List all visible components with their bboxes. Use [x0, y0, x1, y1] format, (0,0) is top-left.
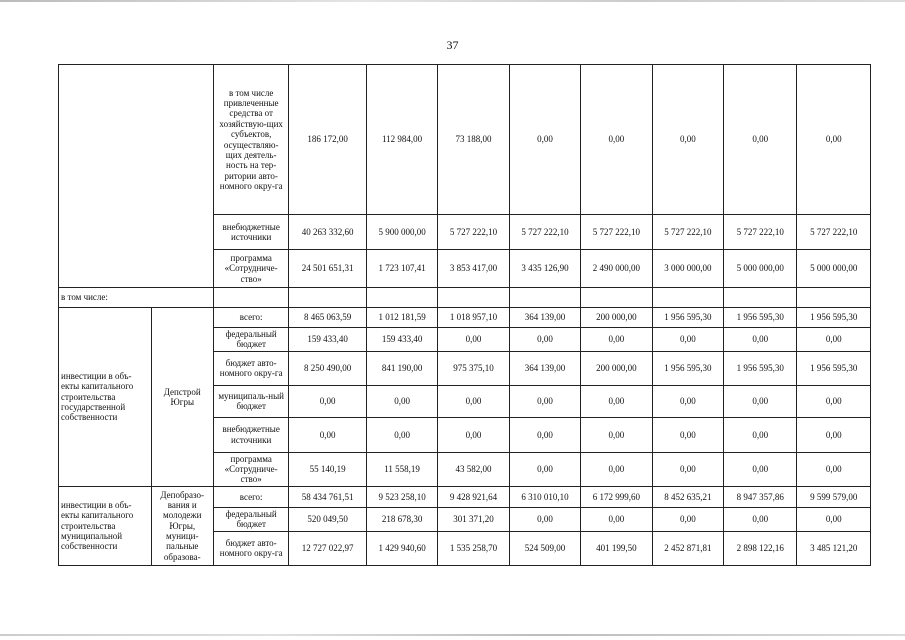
value-cell: 0,00	[581, 328, 652, 352]
value-cell: 9 599 579,00	[797, 486, 871, 507]
value-cell: 55 140,19	[289, 452, 366, 486]
value-cell: 0,00	[724, 328, 797, 352]
value-cell: 1 723 107,41	[366, 250, 437, 288]
value-cell: 0,00	[438, 417, 509, 452]
value-cell: 0,00	[724, 385, 797, 417]
value-cell: 0,00	[366, 417, 437, 452]
empty-cell	[366, 288, 437, 308]
value-cell: 0,00	[724, 507, 797, 531]
value-cell: 6 172 999,60	[581, 486, 652, 507]
page-number: 37	[446, 38, 459, 52]
value-cell: 73 188,00	[438, 65, 509, 215]
budget-table	[58, 64, 871, 566]
value-cell: 841 190,00	[366, 351, 437, 385]
value-cell: 200 000,00	[581, 351, 652, 385]
value-cell: 3 853 417,00	[438, 250, 509, 288]
value-cell: 0,00	[509, 507, 580, 531]
value-cell: 186 172,00	[289, 65, 366, 215]
value-cell: 0,00	[289, 385, 366, 417]
table-row	[59, 288, 871, 308]
row-label: всего:	[213, 308, 288, 328]
scan-edge-bottom	[0, 634, 905, 636]
value-cell: 0,00	[509, 385, 580, 417]
value-cell: 3 000 000,00	[652, 250, 723, 288]
row-label: бюджет авто-номного окру-га	[213, 531, 288, 565]
row-label: бюджет авто-номного окру-га	[213, 351, 288, 385]
value-cell: 301 371,20	[438, 507, 509, 531]
value-cell: 1 535 258,70	[438, 531, 509, 565]
empty-cell	[652, 288, 723, 308]
value-cell: 1 956 595,30	[797, 351, 871, 385]
value-cell: 1 956 595,30	[797, 308, 871, 328]
value-cell: 0,00	[509, 452, 580, 486]
executor-cell: Депстрой Югры	[151, 308, 213, 487]
value-cell: 0,00	[797, 452, 871, 486]
value-cell: 11 558,19	[366, 452, 437, 486]
value-cell: 8 465 063,59	[289, 308, 366, 328]
section-label: в том числе:	[59, 288, 214, 308]
value-cell: 0,00	[724, 417, 797, 452]
value-cell: 1 018 957,10	[438, 308, 509, 328]
row-label: федеральный бюджет	[213, 507, 288, 531]
value-cell: 8 947 357,86	[724, 486, 797, 507]
value-cell: 6 310 010,10	[509, 486, 580, 507]
empty-cell	[289, 288, 366, 308]
row-label: муниципаль-ный бюджет	[213, 385, 288, 417]
value-cell: 2 898 122,16	[724, 531, 797, 565]
group-title: инвестиции в объ-екты капитального строительства государственной собственности	[59, 308, 152, 487]
empty-cell	[438, 288, 509, 308]
empty-merged-cell	[59, 65, 214, 288]
value-cell: 0,00	[724, 452, 797, 486]
row-label: всего:	[213, 486, 288, 507]
value-cell: 5 000 000,00	[797, 250, 871, 288]
value-cell: 975 375,10	[438, 351, 509, 385]
value-cell: 524 509,00	[509, 531, 580, 565]
row-label: федеральный бюджет	[213, 328, 288, 352]
value-cell: 0,00	[438, 328, 509, 352]
value-cell: 5 727 222,10	[652, 215, 723, 250]
value-cell: 12 727 022,97	[289, 531, 366, 565]
value-cell: 5 727 222,10	[724, 215, 797, 250]
value-cell: 0,00	[509, 65, 580, 215]
group-title: инвестиции в объ-екты капитального строительства муниципальной собственности	[59, 486, 152, 565]
value-cell: 1 956 595,30	[724, 351, 797, 385]
empty-cell	[797, 288, 871, 308]
value-cell: 1 956 595,30	[724, 308, 797, 328]
value-cell: 5 000 000,00	[724, 250, 797, 288]
value-cell: 9 428 921,64	[438, 486, 509, 507]
value-cell: 24 501 651,31	[289, 250, 366, 288]
value-cell: 112 984,00	[366, 65, 437, 215]
value-cell: 364 139,00	[509, 308, 580, 328]
value-cell: 0,00	[581, 385, 652, 417]
value-cell: 5 727 222,10	[797, 215, 871, 250]
empty-cell	[724, 288, 797, 308]
value-cell: 0,00	[289, 417, 366, 452]
value-cell: 0,00	[652, 65, 723, 215]
empty-cell	[509, 288, 580, 308]
value-cell: 8 452 635,21	[652, 486, 723, 507]
value-cell: 1 956 595,30	[652, 351, 723, 385]
value-cell: 0,00	[797, 328, 871, 352]
value-cell: 5 900 000,00	[366, 215, 437, 250]
value-cell: 0,00	[509, 417, 580, 452]
value-cell: 159 433,40	[289, 328, 366, 352]
value-cell: 0,00	[509, 328, 580, 352]
value-cell: 159 433,40	[366, 328, 437, 352]
value-cell: 0,00	[652, 328, 723, 352]
value-cell: 1 429 940,60	[366, 531, 437, 565]
value-cell: 0,00	[652, 452, 723, 486]
value-cell: 5 727 222,10	[581, 215, 652, 250]
value-cell: 58 434 761,51	[289, 486, 366, 507]
value-cell: 0,00	[438, 385, 509, 417]
value-cell: 0,00	[581, 65, 652, 215]
executor-cell: Депобразо-вания и молодежи Югры, муници-пальные образова-	[151, 486, 213, 565]
table-row	[59, 65, 871, 215]
empty-cell	[581, 288, 652, 308]
value-cell: 2 452 871,81	[652, 531, 723, 565]
value-cell: 0,00	[724, 65, 797, 215]
value-cell: 3 435 126,90	[509, 250, 580, 288]
value-cell: 40 263 332,60	[289, 215, 366, 250]
value-cell: 5 727 222,10	[509, 215, 580, 250]
value-cell: 364 139,00	[509, 351, 580, 385]
value-cell: 9 523 258,10	[366, 486, 437, 507]
value-cell: 1 956 595,30	[652, 308, 723, 328]
value-cell: 0,00	[581, 452, 652, 486]
row-label: внебюджетные источники	[213, 417, 288, 452]
value-cell: 0,00	[366, 385, 437, 417]
value-cell: 2 490 000,00	[581, 250, 652, 288]
value-cell: 0,00	[797, 65, 871, 215]
value-cell: 401 199,50	[581, 531, 652, 565]
table-row	[59, 308, 871, 328]
row-label: в том числе привлеченные средства от хозяйствую-щих субъектов, осуществляю-щих деятель-ность на тер-ритории авто-номного окру-га	[213, 65, 288, 215]
value-cell: 0,00	[797, 385, 871, 417]
value-cell: 0,00	[581, 417, 652, 452]
scan-edge-top	[0, 0, 905, 2]
value-cell: 218 678,30	[366, 507, 437, 531]
row-label: внебюджетные источники	[213, 215, 288, 250]
row-label: программа «Сотрудниче-ство»	[213, 452, 288, 486]
value-cell: 8 250 490,00	[289, 351, 366, 385]
value-cell: 0,00	[652, 417, 723, 452]
table-row	[59, 486, 871, 507]
value-cell: 520 049,50	[289, 507, 366, 531]
value-cell: 0,00	[797, 417, 871, 452]
value-cell: 0,00	[797, 507, 871, 531]
value-cell: 200 000,00	[581, 308, 652, 328]
value-cell: 0,00	[581, 507, 652, 531]
row-label: программа «Сотрудниче-ство»	[213, 250, 288, 288]
value-cell: 0,00	[652, 385, 723, 417]
value-cell: 3 485 121,20	[797, 531, 871, 565]
empty-cell	[213, 288, 288, 308]
value-cell: 1 012 181,59	[366, 308, 437, 328]
value-cell: 43 582,00	[438, 452, 509, 486]
value-cell: 0,00	[652, 507, 723, 531]
value-cell: 5 727 222,10	[438, 215, 509, 250]
